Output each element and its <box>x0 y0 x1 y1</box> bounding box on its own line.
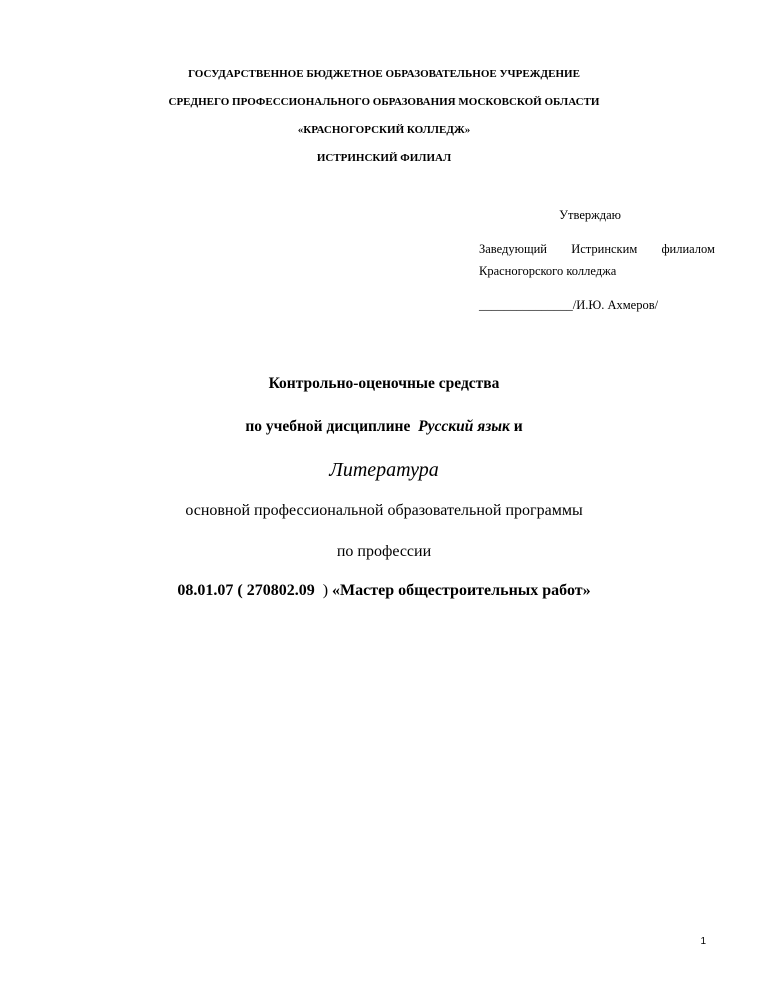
program-line: основной профессиональной образовательной программы <box>185 502 583 519</box>
approval-position <box>479 242 715 257</box>
discipline-subject: Русский язык <box>418 418 510 435</box>
approval-college: Красногорского колледжа <box>479 264 617 278</box>
profession-paren: ) <box>322 582 329 599</box>
profession-name: «Мастер общестроительных работ» <box>332 582 591 599</box>
institution-line-3: «КРАСНОГОРСКИЙ КОЛЛЕДЖ» <box>297 124 471 136</box>
approval-position-word-2: Истринским <box>571 242 638 256</box>
document-title: Контрольно-оценочные средства <box>268 375 500 392</box>
discipline-line <box>0 418 768 436</box>
signatory-name: /И.Ю. Ахмеров/ <box>572 298 659 312</box>
institution-line-2: СРЕДНЕГО ПРОФЕССИОНАЛЬНОГО ОБРАЗОВАНИЯ МОСКОВСКОЙ ОБЛАСТИ <box>168 96 600 108</box>
page-number: 1 <box>700 936 706 947</box>
approval-position-word-3: филиалом <box>661 242 715 256</box>
signature-blank: _______________ <box>479 298 573 312</box>
discipline-prefix: по учебной дисциплине <box>245 418 411 435</box>
institution-line-4: ИСТРИНСКИЙ ФИЛИАЛ <box>316 152 452 164</box>
profession-label: по профессии <box>336 543 432 560</box>
approval-label: Утверждаю <box>559 208 621 222</box>
profession-line <box>0 582 768 600</box>
discipline-conj: и <box>513 418 523 435</box>
institution-line-1: ГОСУДАРСТВЕННОЕ БЮДЖЕТНОЕ ОБРАЗОВАТЕЛЬНОЕ УЧРЕЖДЕНИЕ <box>188 68 580 80</box>
approval-position-word-1: Заведующий <box>479 242 547 256</box>
profession-code: 08.01.07 ( 270802.09 <box>177 582 315 599</box>
approval-signature-line <box>479 298 715 313</box>
literature-heading: Литература <box>329 459 439 481</box>
